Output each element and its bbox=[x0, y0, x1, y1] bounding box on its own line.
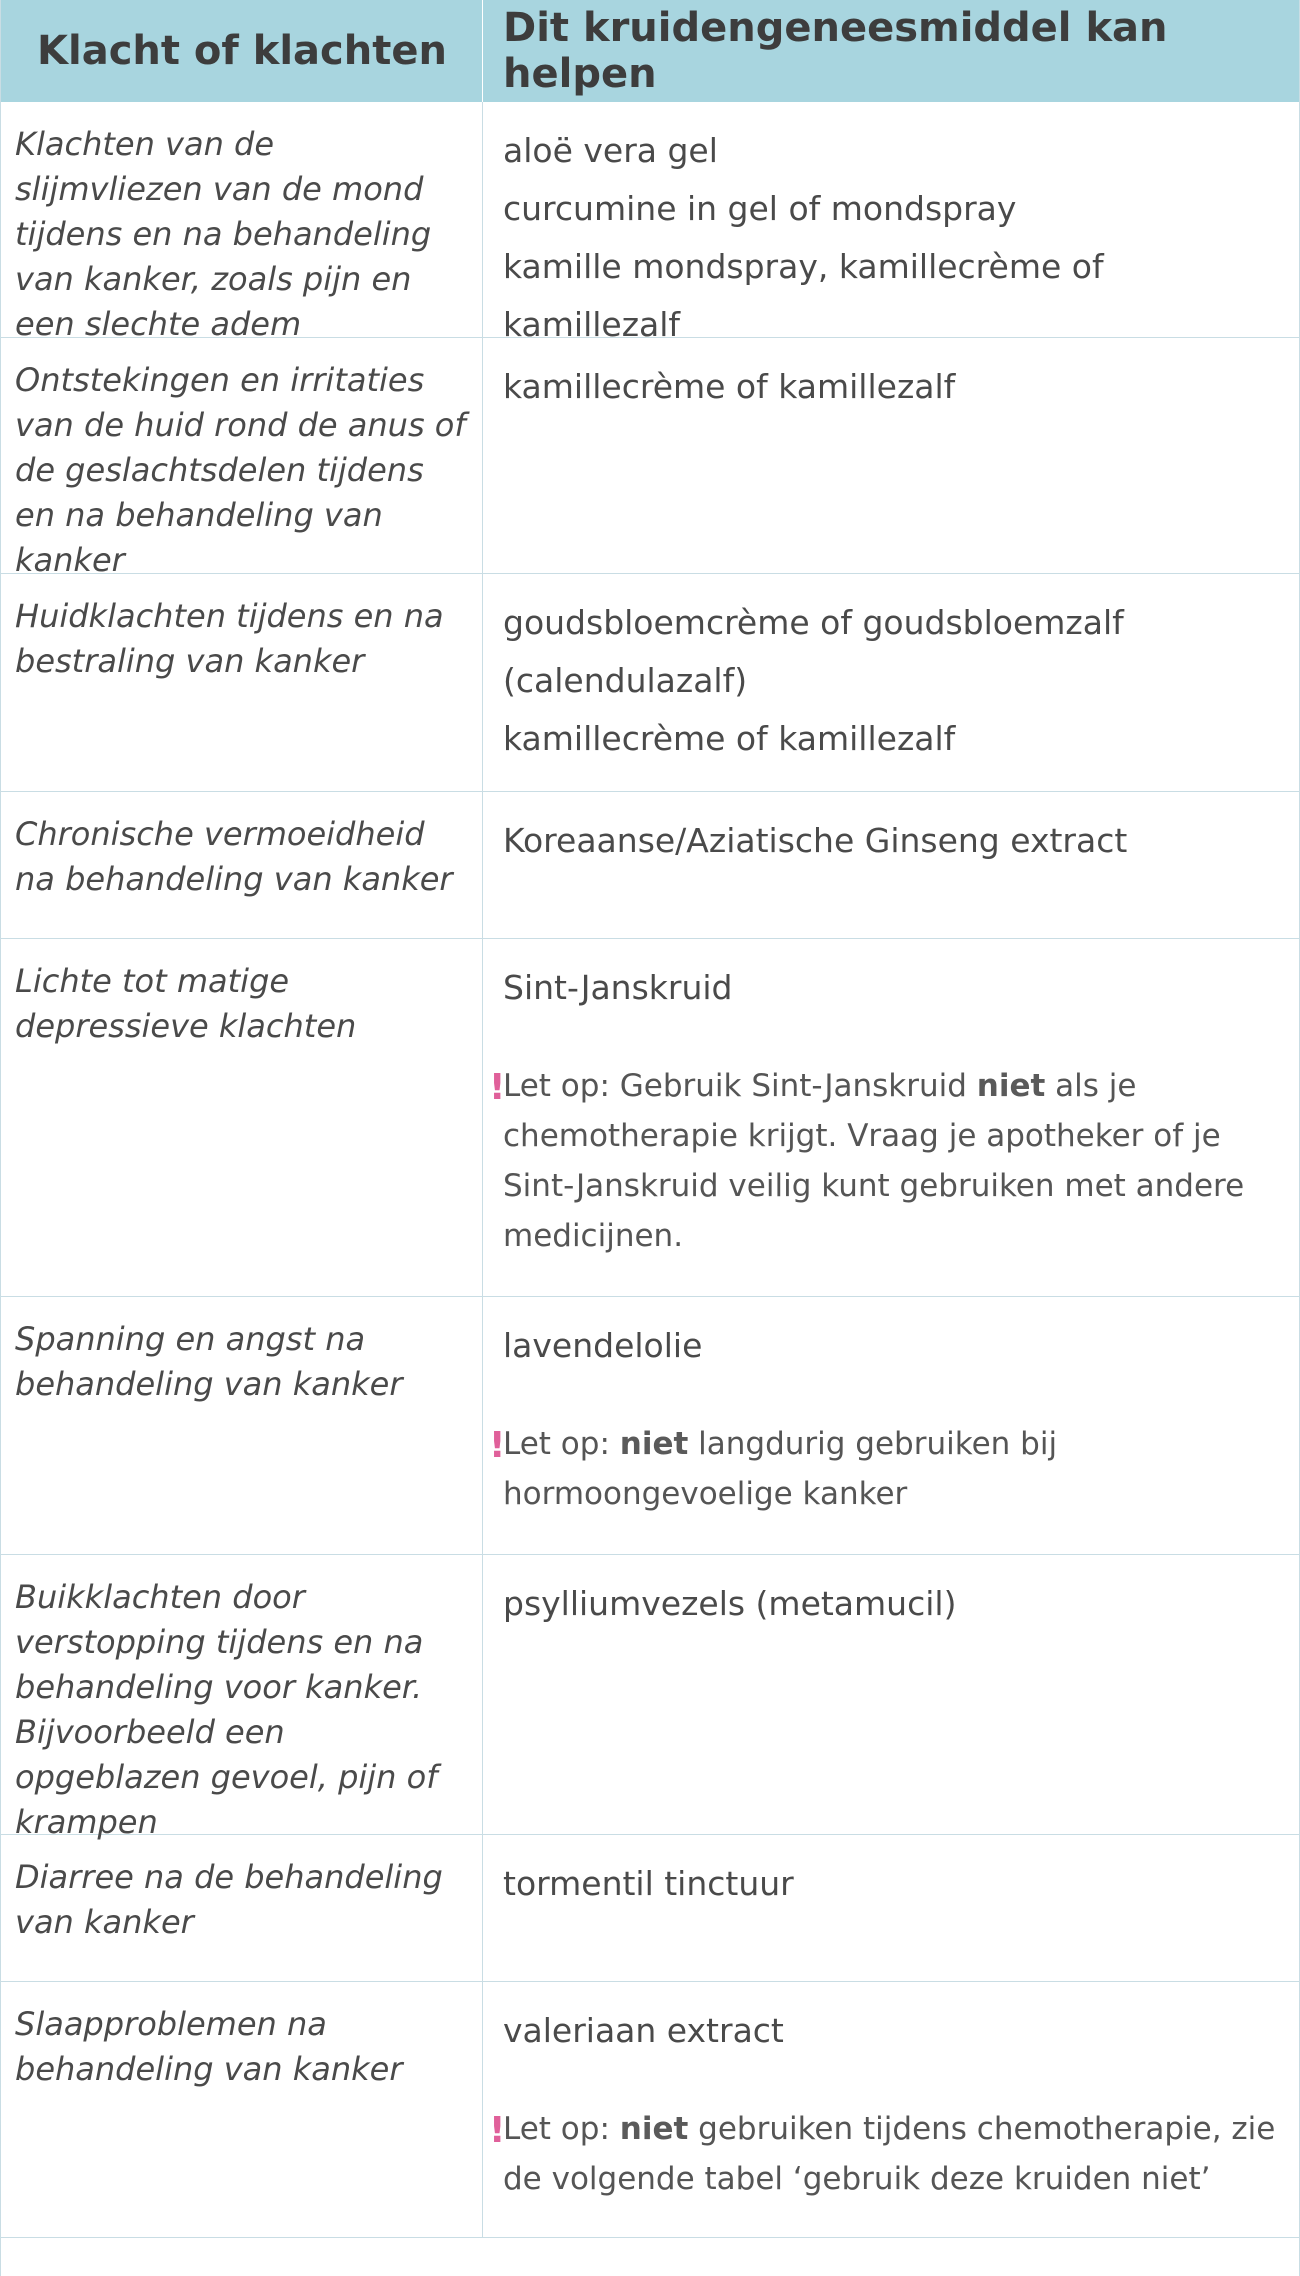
complaint-cell: Buikklachten door verstopping tijdens en na behandeling voor kanker. Bijvoorbeeld een opgeblazen gevoel, pijn of krampen bbox=[1, 1555, 483, 1834]
remedy-cell bbox=[483, 102, 1299, 344]
exclamation-icon: ! bbox=[489, 2110, 506, 2151]
remedy-item: tormentil tinctuur bbox=[503, 1864, 794, 1903]
remedy-cell bbox=[483, 1555, 1299, 1834]
remedy-cell bbox=[483, 338, 1299, 573]
remedy-cell bbox=[483, 1297, 1299, 1554]
remedy-item: Sint-Janskruid bbox=[503, 968, 733, 1007]
table-row bbox=[1, 792, 1299, 939]
header-remedy: Dit kruidengeneesmiddel kan helpen bbox=[503, 5, 1168, 97]
complaint-cell: Spanning en angst na behandeling van kanker bbox=[1, 1297, 483, 1554]
complaint-cell: Chronische vermoeidheid na behandeling van kanker bbox=[1, 792, 483, 938]
remedy-cell bbox=[483, 792, 1299, 938]
remedy-item: valeriaan extract bbox=[503, 2011, 784, 2050]
exclamation-icon: ! bbox=[489, 1067, 506, 1108]
warning-text: Let op: bbox=[503, 2111, 620, 2147]
table-row bbox=[1, 338, 1299, 579]
remedy-item: curcumine in gel of mondspray bbox=[503, 189, 1017, 228]
warning-note bbox=[489, 1419, 1279, 1519]
table-row bbox=[1, 1297, 1299, 1555]
header-complaint: Klacht of klachten bbox=[1, 0, 483, 102]
table-row bbox=[1, 1982, 1299, 2238]
complaint-cell: Ontstekingen en irritaties van de huid rond de anus of de geslachtsdelen tijdens en na behandeling van kanker bbox=[1, 338, 483, 573]
remedy-cell bbox=[483, 939, 1299, 1296]
table-row bbox=[1, 102, 1299, 344]
remedy-item: Koreaanse/Aziatische Ginseng extract bbox=[503, 821, 1128, 860]
warning-emphasis: niet bbox=[976, 1068, 1046, 1104]
remedy-cell bbox=[483, 574, 1299, 791]
table-row bbox=[1, 1835, 1299, 1982]
complaint-cell: Lichte tot matige depressieve klachten bbox=[1, 939, 483, 1296]
remedy-item: goudsbloemcrème of goudsbloemzalf (calendulazalf) bbox=[503, 603, 1124, 700]
warning-text: als je chemotherapie krijgt. Vraag je apotheker of je Sint-Janskruid veilig kunt gebruiken met andere medicijnen. bbox=[503, 1068, 1245, 1254]
table-header bbox=[1, 0, 1299, 102]
remedy-item: lavendelolie bbox=[503, 1326, 703, 1365]
warning-text: Let op: Gebruik Sint-Janskruid bbox=[503, 1068, 977, 1104]
table-row bbox=[1, 574, 1299, 792]
warning-note bbox=[489, 2104, 1279, 2204]
complaint-cell: Huidklachten tijdens en na bestraling van kanker bbox=[1, 574, 483, 791]
remedy-item: kamillecrème of kamillezalf bbox=[503, 719, 956, 758]
table-row bbox=[1, 939, 1299, 1297]
remedy-item: kamillecrème of kamillezalf bbox=[503, 367, 956, 406]
remedy-cell bbox=[483, 1982, 1299, 2237]
complaint-cell: Klachten van de slijmvliezen van de mond tijdens en na behandeling van kanker, zoals pijn en een slechte adem bbox=[1, 102, 483, 337]
remedy-item: aloë vera gel bbox=[503, 131, 718, 170]
warning-text: langdurig gebruiken bij hormoongevoelige kanker bbox=[503, 1426, 1058, 1512]
complaint-cell: Slaapproblemen na behandeling van kanker bbox=[1, 1982, 483, 2237]
warning-text: Let op: bbox=[503, 1426, 620, 1462]
remedy-item: kamille mondspray, kamillecrème of kamillezalf bbox=[503, 247, 1104, 344]
remedy-item: psylliumvezels (metamucil) bbox=[503, 1584, 957, 1623]
warning-emphasis: niet bbox=[619, 2111, 689, 2147]
warning-emphasis: niet bbox=[619, 1426, 689, 1462]
remedy-cell bbox=[483, 1835, 1299, 1981]
complaint-cell: Diarree na de behandeling van kanker bbox=[1, 1835, 483, 1981]
table-row bbox=[1, 1555, 1299, 1841]
warning-text: gebruiken tijdens chemotherapie, zie de volgende tabel ‘gebruik deze kruiden niet’ bbox=[503, 2111, 1276, 2197]
exclamation-icon: ! bbox=[489, 1425, 506, 1466]
warning-note bbox=[489, 1061, 1279, 1261]
